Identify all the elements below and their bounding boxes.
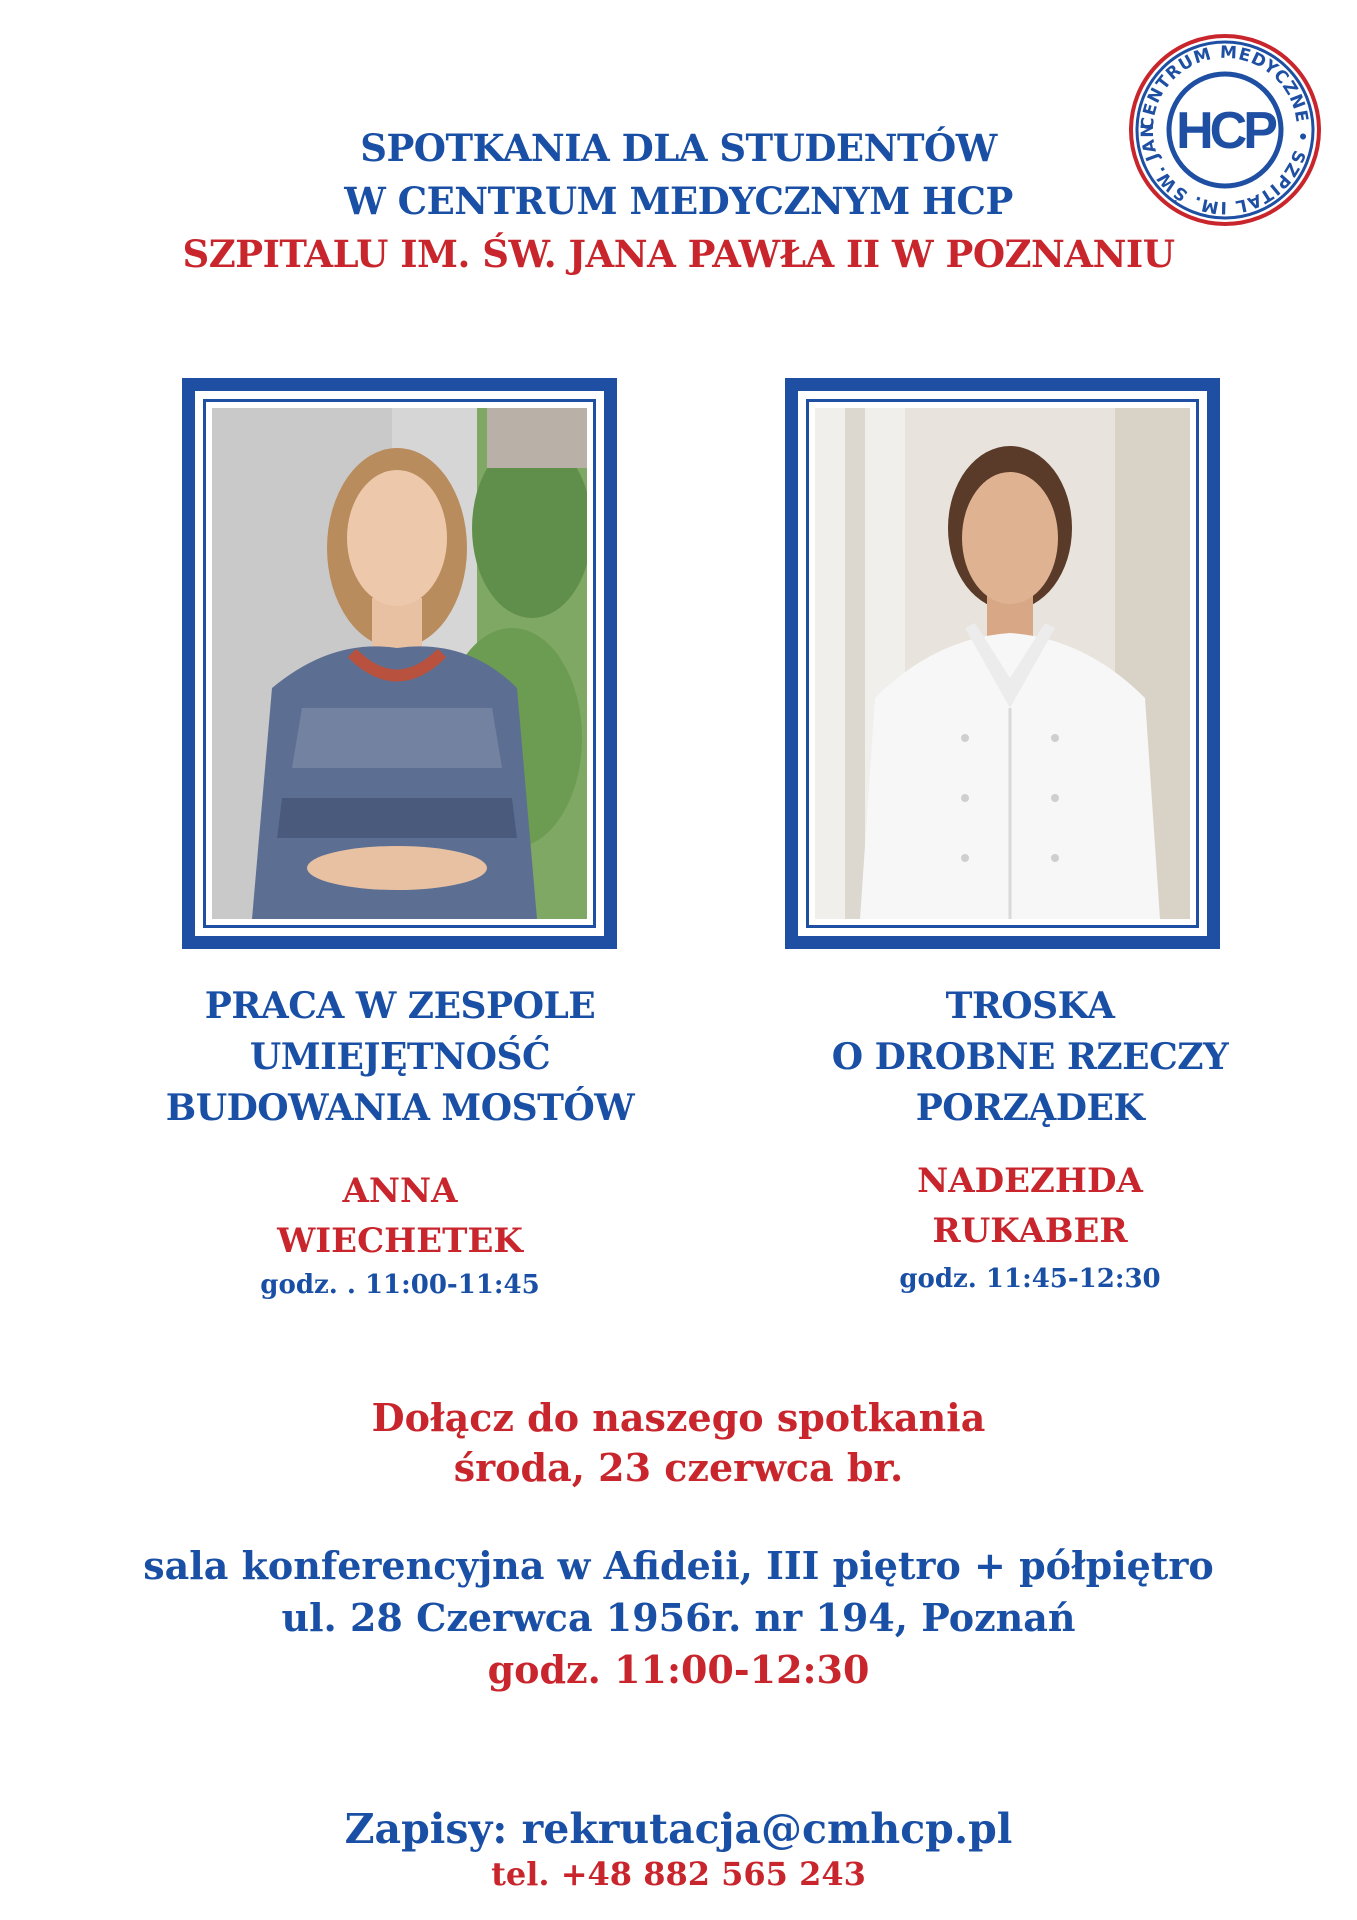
speaker-1-last-name: WIECHETEK (277, 1221, 523, 1261)
header-line-1: SPOTKANIA DLA STUDENTÓW (360, 126, 997, 170)
speaker-1-topic-line-3: BUDOWANIA MOSTÓW (165, 1087, 635, 1129)
speaker-1-first-name: ANNA (342, 1171, 458, 1211)
event-line-1: Dołącz do naszego spotkania (371, 1395, 986, 1440)
hcp-logo-graphic (1127, 32, 1323, 228)
header-line-2: W CENTRUM MEDYCZNYM HCP (344, 179, 1013, 223)
event-date: środa, 23 czerwca br. (453, 1445, 904, 1490)
event-invitation (0, 1393, 1357, 1493)
speaker-2-first-name: NADEZHDA (917, 1161, 1143, 1201)
svg-text:CENTRUM MEDYCZNE • SZPITAL IM.: CENTRUM MEDYCZNE • SZPITAL IM. ŚW. JAN (1137, 42, 1313, 218)
speaker-1-topic-line-1: PRACA W ZESPOLE (204, 985, 596, 1027)
venue-address: ul. 28 Czerwca 1956r. nr 194, Poznań (281, 1595, 1076, 1640)
hcp-logo (1127, 32, 1323, 228)
venue-time: godz. 11:00-12:30 (487, 1647, 870, 1692)
speaker-1-time: godz. . 11:00-11:45 (260, 1270, 540, 1300)
speaker-1-topic-line-2: UMIEJĘTNOŚĆ (249, 1036, 551, 1078)
speaker-2-photo (815, 408, 1190, 919)
contact-phone: tel. +48 882 565 243 (491, 1855, 866, 1893)
venue-info (0, 1540, 1357, 1696)
contact-info (0, 1805, 1357, 1893)
speaker-2-time: godz. 11:45-12:30 (899, 1264, 1161, 1294)
speaker-2-last-name: RUKABER (932, 1211, 1128, 1251)
svg-text:HCP: HCP (1176, 102, 1274, 160)
speaker-2-info (720, 981, 1340, 1294)
speaker-2-topic-line-1: TROSKA (945, 985, 1115, 1027)
speaker-2-topic-line-2: O DROBNE RZECZY (831, 1036, 1229, 1078)
header-line-3: SZPITALU IM. ŚW. JANA PAWŁA II W POZNANIU (182, 232, 1175, 276)
venue-room: sala konferencyjna w Afideii, III piętro + półpiętro (143, 1543, 1214, 1588)
speaker-1-info (100, 981, 700, 1300)
speaker-2-photo-frame (785, 378, 1220, 949)
signup-email: Zapisy: rekrutacja@cmhcp.pl (344, 1805, 1013, 1853)
speaker-1-photo-frame (182, 378, 617, 949)
speaker-2-topic-line-3: PORZĄDEK (915, 1087, 1145, 1129)
speaker-1-photo (212, 408, 587, 919)
